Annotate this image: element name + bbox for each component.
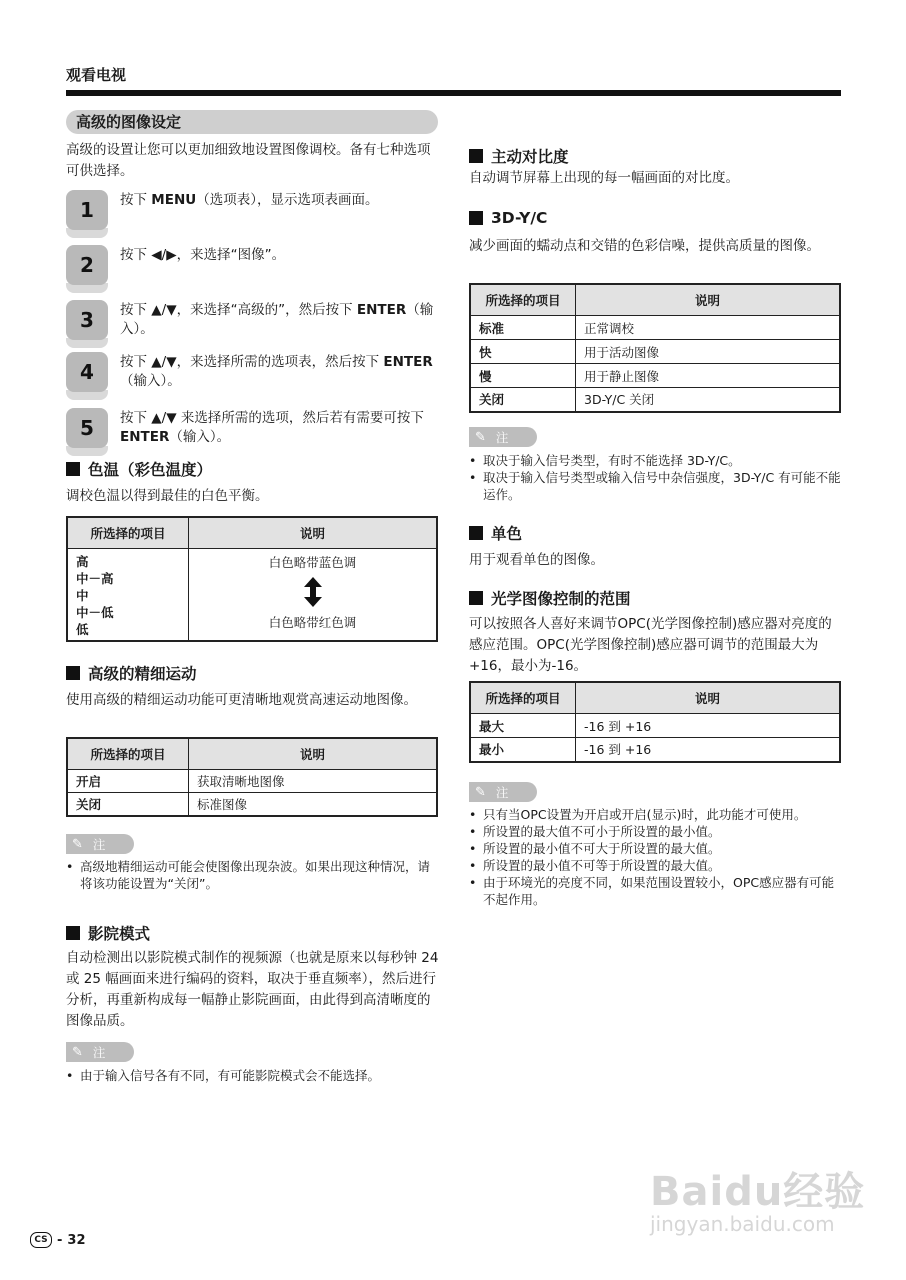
table-cell: 关闭 xyxy=(67,793,189,816)
color-temp-heading-text: 色温（彩色温度） xyxy=(88,461,213,479)
yc-heading-text: 3D-Y/C xyxy=(491,209,548,227)
step-number: 5 xyxy=(66,408,108,448)
item-mid-high: 中－高 xyxy=(76,571,114,586)
table-cell: 关闭 xyxy=(470,388,576,412)
item-mid: 中 xyxy=(76,588,89,603)
step-text xyxy=(120,409,438,447)
step-key: MENU xyxy=(151,192,197,208)
step-number: 3 xyxy=(66,300,108,340)
step-text-pre: 按下 ▲/▼ 来选择所需的选项，然后若有需要可按下 xyxy=(120,410,424,426)
col-header: 说明 xyxy=(189,738,438,770)
table-cell: 最大 xyxy=(470,714,576,738)
note-label xyxy=(66,1042,134,1062)
opc-notes xyxy=(469,806,843,908)
table-cell: 用于活动图像 xyxy=(576,340,841,364)
step-text xyxy=(120,353,438,391)
section-marker xyxy=(469,149,483,163)
note-label-text: 注 xyxy=(92,837,106,852)
col-header: 所选择的项目 xyxy=(470,682,576,714)
table-cell: 获取清晰地图像 xyxy=(189,770,438,793)
item-high: 高 xyxy=(76,554,89,569)
intro-text: 高级的设置让您可以更加细致地设置图像调校。备有七种选项可供选择。 xyxy=(66,142,431,179)
opc-table xyxy=(469,681,841,763)
section-marker xyxy=(469,526,483,540)
mono-heading xyxy=(469,522,522,544)
table-cell: -16 到 +16 xyxy=(576,714,841,738)
note-label xyxy=(66,834,134,854)
table-cell: 正常调校 xyxy=(576,316,841,340)
mono-desc: 用于观看单色的图像。 xyxy=(469,552,604,568)
motion-heading-text: 高级的精细运动 xyxy=(88,665,197,683)
color-temp-table xyxy=(66,516,438,642)
list-item: • 所设置的最大值不可小于所设置的最小值。 xyxy=(469,823,843,840)
step-text xyxy=(120,301,438,339)
item-low: 低 xyxy=(76,622,89,637)
header-rule xyxy=(66,90,841,96)
step-text-pre: 按下 xyxy=(120,192,152,208)
section-marker xyxy=(66,666,80,680)
step-text xyxy=(120,246,438,265)
yc-desc: 减少画面的蠕动点和交错的色彩信噪，提供高质量的图像。 xyxy=(469,238,820,254)
table-cell: 3D-Y/C 关闭 xyxy=(576,388,841,412)
step-number: 1 xyxy=(66,190,108,230)
item-mid-low: 中－低 xyxy=(76,605,114,620)
film-notes xyxy=(66,1067,440,1084)
step-key: ENTER xyxy=(356,302,407,318)
film-heading xyxy=(66,922,150,944)
note-label-text: 注 xyxy=(495,785,509,800)
lang-badge: CS xyxy=(30,1232,52,1248)
table-cell: 慢 xyxy=(470,364,576,388)
color-temp-desc-cell xyxy=(189,549,438,641)
list-item: • 所设置的最小值不可等于所设置的最大值。 xyxy=(469,857,843,874)
step-text-post: （输入）。 xyxy=(120,373,181,389)
list-item: • 由于输入信号各有不同，有可能影院模式会不能选择。 xyxy=(66,1067,440,1084)
film-desc: 自动检测出以影院模式制作的视频源（也就是原来以每秒钟 24 或 25 幅画面来进行编码的资料，取决于垂直频率），然后进行分析，再重新构成每一幅静止影院画面，由此得到高清晰度的图像品质。 xyxy=(66,950,439,1029)
section-marker xyxy=(66,462,80,476)
opc-heading-text: 光学图像控制的范围 xyxy=(491,590,631,608)
color-temp-desc: 调校色温以得到最佳的白色平衡。 xyxy=(66,488,269,504)
col-header: 所选择的项目 xyxy=(67,517,189,549)
list-item: • 只有当OPC设置为开启或开启(显示)时，此功能才可使用。 xyxy=(469,806,843,823)
step-text-post: （输入）。 xyxy=(169,429,231,445)
list-item: • 由于环境光的亮度不同，如果范围设置较小，OPC感应器有可能不起作用。 xyxy=(469,874,843,908)
contrast-heading xyxy=(469,145,569,167)
col-header: 说明 xyxy=(576,682,841,714)
page-number: 32 xyxy=(67,1232,86,1248)
list-item: • 取决于输入信号类型或输入信号中杂信强度，3D-Y/C 有可能不能运作。 xyxy=(469,469,841,503)
list-item: • 取决于输入信号类型，有时不能选择 3D-Y/C。 xyxy=(469,452,841,469)
note-label-text: 注 xyxy=(92,1045,106,1060)
mono-heading-text: 单色 xyxy=(491,525,523,543)
section-marker xyxy=(66,926,80,940)
section-marker xyxy=(469,211,483,225)
section-marker xyxy=(469,591,483,605)
film-heading-text: 影院模式 xyxy=(88,925,151,943)
table-cell: -16 到 +16 xyxy=(576,738,841,762)
step-text-pre: 按下 ▲/▼，来选择“高级的”，然后按下 xyxy=(120,302,357,318)
opc-heading xyxy=(469,587,631,609)
yc-heading xyxy=(469,209,547,227)
col-header: 所选择的项目 xyxy=(470,284,576,316)
motion-heading xyxy=(66,662,197,684)
page-section-title: 观看电视 xyxy=(66,66,127,84)
motion-table xyxy=(66,737,438,817)
footer xyxy=(30,1232,86,1248)
note-label xyxy=(469,782,537,802)
step-number: 4 xyxy=(66,352,108,392)
main-title: 高级的图像设定 xyxy=(66,110,438,134)
watermark-url: jingyan.baidu.com xyxy=(650,1212,835,1236)
bluish-desc: 白色略带蓝色调 xyxy=(268,555,357,570)
pencil-icon: ✎ xyxy=(475,784,486,800)
yc-notes xyxy=(469,452,841,503)
step-key: ENTER xyxy=(120,429,170,445)
motion-notes xyxy=(66,858,440,892)
watermark-brand: Baidu经验 xyxy=(650,1169,866,1215)
table-cell: 标准 xyxy=(470,316,576,340)
opc-desc: 可以按照各人喜好来调节OPC(光学图像控制)感应器对亮度的感应范围。OPC(光学图像控制)感应器可调节的范围最大为+16，最小为-16。 xyxy=(469,616,832,674)
color-temp-items xyxy=(67,549,189,641)
table-cell: 开启 xyxy=(67,770,189,793)
step-text-post: （选项表），显示选项表画面。 xyxy=(196,192,379,208)
contrast-desc: 自动调节屏幕上出现的每一幅画面的对比度。 xyxy=(469,170,739,186)
col-header: 说明 xyxy=(576,284,841,316)
list-item: • 高级地精细运动可能会使图像出现杂波。如果出现这种情况，请将该功能设置为“关闭”。 xyxy=(66,858,440,892)
step-text-pre: 按下 ▲/▼，来选择所需的选项表，然后按下 xyxy=(120,354,384,370)
table-cell: 标准图像 xyxy=(189,793,438,816)
list-item: • 所设置的最小值不可大于所设置的最大值。 xyxy=(469,840,843,857)
updown-arrow-icon xyxy=(197,571,428,613)
reddish-desc: 白色略带红色调 xyxy=(268,615,357,630)
note-label-text: 注 xyxy=(495,430,509,445)
table-cell: 最小 xyxy=(470,738,576,762)
table-cell: 快 xyxy=(470,340,576,364)
contrast-heading-text: 主动对比度 xyxy=(491,148,569,166)
step-text xyxy=(120,191,438,210)
step-key: ENTER xyxy=(383,354,433,370)
yc-table xyxy=(469,283,841,413)
col-header: 所选择的项目 xyxy=(67,738,189,770)
table-cell: 用于静止图像 xyxy=(576,364,841,388)
col-header: 说明 xyxy=(189,517,438,549)
motion-desc: 使用高级的精细运动功能可更清晰地观赏高速运动地图像。 xyxy=(66,692,417,708)
pencil-icon: ✎ xyxy=(72,1044,83,1060)
footer-dash: - xyxy=(57,1232,63,1248)
step-number: 2 xyxy=(66,245,108,285)
note-label xyxy=(469,427,537,447)
color-temp-heading xyxy=(66,458,212,480)
step-text-pre: 按下 ◀/▶，来选择“图像”。 xyxy=(120,247,286,263)
pencil-icon: ✎ xyxy=(72,836,83,852)
step-text-post: （输入）。 xyxy=(120,302,434,337)
pencil-icon: ✎ xyxy=(475,429,486,445)
